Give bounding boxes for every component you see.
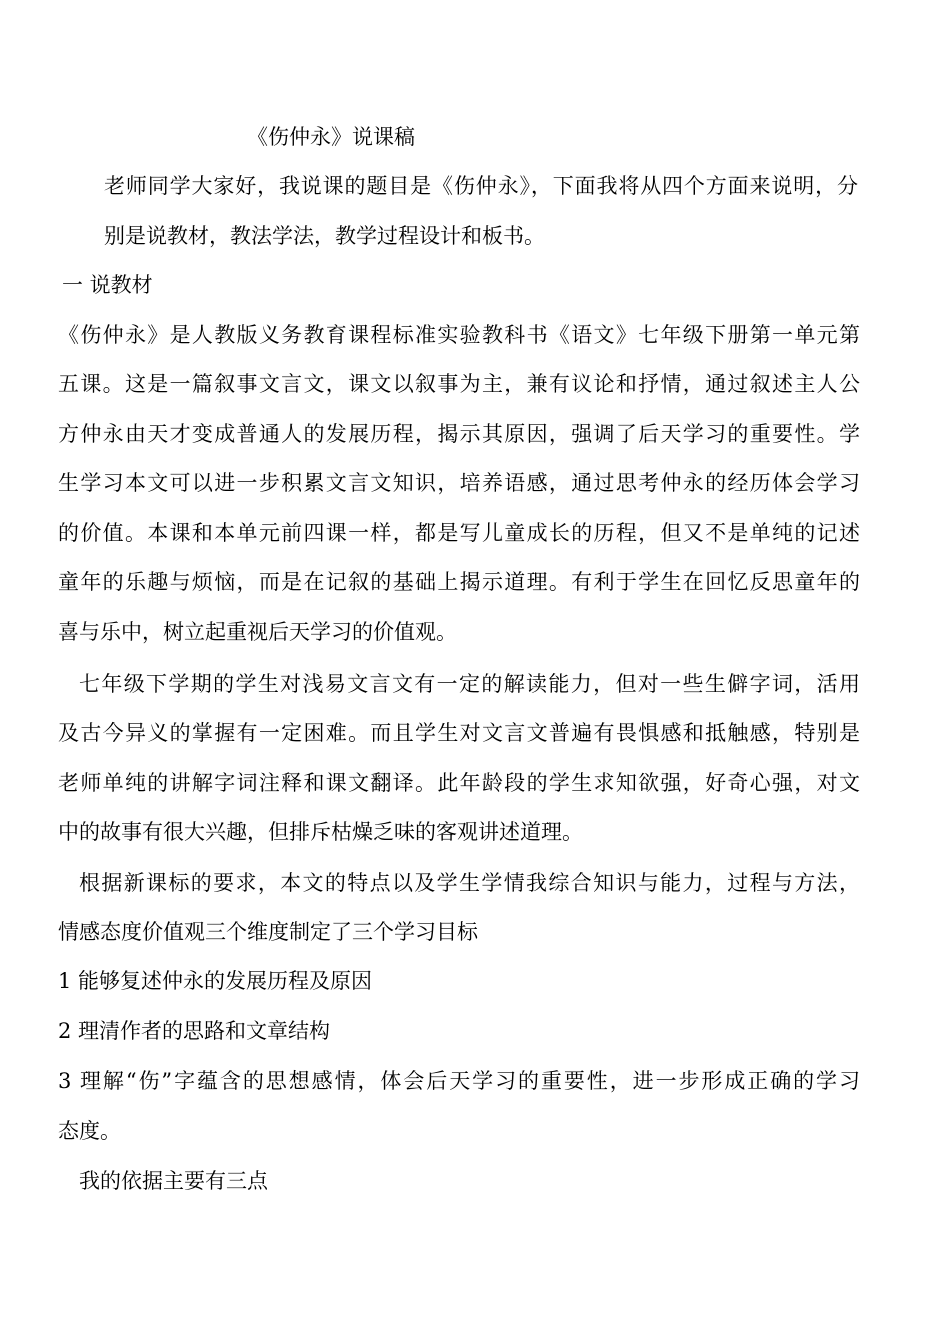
goal-2: 2 理清作者的思路和文章结构 <box>58 1019 331 1043</box>
para2-line-4: 中的故事有很大兴趣，但排斥枯燥乏味的客观讲述道理。 <box>58 820 583 844</box>
para1-line-3: 方仲永由天才变成普通人的发展历程，揭示其原因，强调了后天学习的重要性。学 <box>58 422 860 446</box>
para1-line-2: 五课。这是一篇叙事文言文，课文以叙事为主，兼有议论和抒情，通过叙述主人公 <box>58 372 860 396</box>
document-title: 《伤仲永》说课稿 <box>247 125 415 149</box>
para2-line-3: 老师单纯的讲解字词注释和课文翻译。此年龄段的学生求知欲强，好奇心强，对文 <box>58 771 860 795</box>
para1-line-1: 《伤仲永》是人教版义务教育课程标准实验教科书《语文》七年级下册第一单元第 <box>58 323 860 347</box>
para1-line-4: 生学习本文可以进一步积累文言文知识，培养语感，通过思考仲永的经历体会学习 <box>58 471 860 495</box>
para1-line-5: 的价值。本课和本单元前四课一样，都是写儿童成长的历程，但又不是单纯的记述 <box>58 521 860 545</box>
section-heading: 一 说教材 <box>62 273 153 297</box>
intro-line-2: 别是说教材，教法学法，教学过程设计和板书。 <box>104 224 545 248</box>
goal-3-line-2: 态度。 <box>58 1119 121 1143</box>
para3-line-1: 根据新课标的要求，本文的特点以及学生学情我综合知识与能力，过程与方法， <box>79 871 860 895</box>
para3-line-2: 情感态度价值观三个维度制定了三个学习目标 <box>58 920 478 944</box>
para2-line-2: 及古今异义的掌握有一定困难。而且学生对文言文普遍有畏惧感和抵触感，特别是 <box>58 721 860 745</box>
intro-line-1: 老师同学大家好，我说课的题目是《伤仲永》，下面我将从四个方面来说明，分 <box>104 174 858 198</box>
para1-line-7: 喜与乐中，树立起重视后天学习的价值观。 <box>58 620 457 644</box>
closing-line: 我的依据主要有三点 <box>79 1169 268 1193</box>
goal-1: 1 能够复述仲永的发展历程及原因 <box>58 969 373 993</box>
para1-line-6: 童年的乐趣与烦恼，而是在记叙的基础上揭示道理。有利于学生在回忆反思童年的 <box>58 570 860 594</box>
para2-line-1: 七年级下学期的学生对浅易文言文有一定的解读能力，但对一些生僻字词，活用 <box>79 672 860 696</box>
goal-3-line-1: 3 理解“伤”字蕴含的思想感情，体会后天学习的重要性，进一步形成正确的学习 <box>58 1069 860 1093</box>
